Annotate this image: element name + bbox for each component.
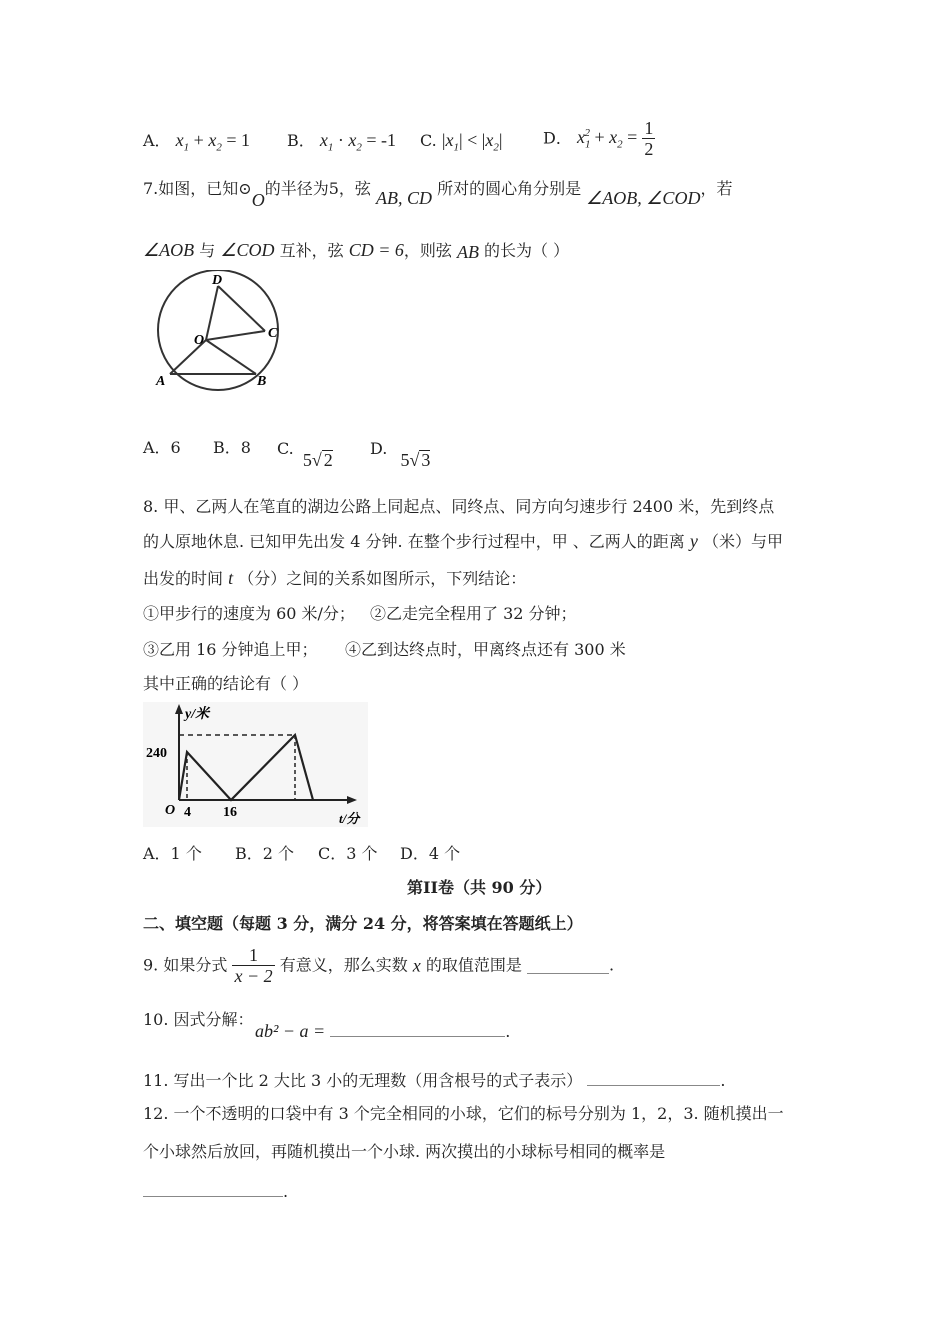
q6-option-b xyxy=(287,130,396,158)
q8-text-a: 的人原地休息. 已知甲先出发 4 分钟. 在整个步行过程中，甲 、乙两人的距离 xyxy=(143,532,685,551)
q10-prefix: 10. 因式分解： xyxy=(143,1010,254,1029)
q8-conclusion-2: ②乙走完全程用了 32 分钟； xyxy=(370,604,577,623)
q7-option-c-radicand: 2 xyxy=(323,450,333,470)
q8-line1: 8. 甲、乙两人在笔直的湖边公路上同起点、同终点、同方向匀速步行 2400 米，先到终点 xyxy=(143,497,775,516)
q7-text-b: 的半径为5，弦 xyxy=(264,179,371,198)
q7-text-g: ，则弦 xyxy=(403,241,452,260)
q7-cd-equation: CD = 6 xyxy=(348,240,404,260)
q8-option-d: D．4 个 xyxy=(400,844,461,863)
q8-t-var: t xyxy=(228,568,234,588)
q8-text-c: 出发的时间 xyxy=(143,569,224,588)
q8-option-c: C．3 个 xyxy=(318,844,378,863)
q12-end: . xyxy=(283,1182,289,1201)
q9 xyxy=(143,945,614,986)
q8-line2 xyxy=(143,531,783,552)
q9-suffix: 的取值范围是 xyxy=(425,955,522,975)
label-o: O xyxy=(194,333,205,348)
q7-line1 xyxy=(143,178,733,210)
tick-240: 240 xyxy=(146,746,167,761)
q7-circle-var: O xyxy=(251,190,265,210)
q6-option-d xyxy=(543,118,655,159)
graph-background xyxy=(143,702,368,827)
q8-question: 其中正确的结论有（ ） xyxy=(143,674,309,693)
q7-text-a: 7.如图，已知⊙ xyxy=(143,179,252,198)
q10-expression-line xyxy=(255,1020,510,1042)
q7-chords: AB, CD xyxy=(375,188,432,208)
tick-16: 16 xyxy=(223,805,237,820)
x-axis-label: t/分 xyxy=(339,811,360,826)
q10-end: . xyxy=(505,1022,511,1041)
q9-answer-blank[interactable] xyxy=(527,957,609,974)
radius-ob xyxy=(206,340,256,374)
q7-option-d-label: D. xyxy=(370,439,388,458)
q8-option-a: A．1 个 xyxy=(143,844,202,863)
q8-conclusion-1: ①甲步行的速度为 60 米/分； xyxy=(143,604,355,623)
q8-option-b: B．2 个 xyxy=(235,844,295,863)
q6-option-b-expr: $x_1 \cdot x_2 = -1$ xyxy=(319,130,397,154)
q7-option-c-value: 5√ 2 xyxy=(302,450,333,470)
q8-conclusion-3: ③乙用 16 分钟追上甲； xyxy=(143,640,318,659)
chord-dc xyxy=(218,286,265,331)
q8-text-b: （米）与甲 xyxy=(702,532,783,551)
q8-line3 xyxy=(143,568,526,589)
q8-conclusion-4: ④乙到达终点时，甲离终点还有 300 米 xyxy=(345,640,626,659)
q7-chord-ab: AB xyxy=(456,242,479,262)
q9-fraction-num: 1 xyxy=(232,945,274,966)
label-b: B xyxy=(257,374,267,389)
y-axis-label: y/米 xyxy=(185,707,210,722)
q7-option-a: A．6 xyxy=(143,438,181,457)
q6-option-b-label: B． xyxy=(287,131,315,150)
q7-option-c xyxy=(277,438,333,470)
label-a: A xyxy=(156,374,166,389)
q7-option-b: B．8 xyxy=(213,438,251,457)
origin-label: O xyxy=(165,803,176,818)
q10-answer-blank[interactable] xyxy=(330,1020,505,1037)
q8-text-d: （分）之间的关系如图所示，下列结论： xyxy=(238,569,527,588)
q7-option-d-value: 5√ 3 xyxy=(400,450,431,470)
q12-answer-line xyxy=(143,1180,288,1202)
q10-expression: ab² − a = xyxy=(255,1021,326,1041)
q9-middle: 有意义，那么实数 xyxy=(279,955,408,975)
q7-option-d xyxy=(370,438,431,470)
q6-option-d-fraction xyxy=(642,118,655,159)
q7-option-c-label: C. xyxy=(277,439,294,458)
q11-end: . xyxy=(720,1071,726,1090)
q6-option-c-label: C. xyxy=(420,131,437,150)
tick-4: 4 xyxy=(184,805,191,820)
label-c: C xyxy=(268,326,278,341)
q11-text: 11. 写出一个比 2 大比 3 小的无理数（用含根号的式子表示） xyxy=(143,1071,583,1090)
q12-line1: 12. 一个不透明的口袋中有 3 个完全相同的小球，它们的标号分别为 1，2，3. 随机摸出一 xyxy=(143,1104,784,1123)
q11-answer-blank[interactable] xyxy=(587,1069,720,1086)
q7-text-d: ，若 xyxy=(700,179,733,198)
q7-option-d-coef: 5 xyxy=(400,450,410,470)
q9-var: x xyxy=(412,955,421,976)
radius-od xyxy=(206,286,218,340)
q7-circle-figure xyxy=(148,270,288,395)
q12-line2: 个小球然后放回，再随机摸出一个小球. 两次摸出的小球标号相同的概率是 xyxy=(143,1142,666,1161)
q7-text-c: 所对的圆心角分别是 xyxy=(437,179,582,198)
q8-y-var: y xyxy=(689,531,698,551)
q7-angles: ∠AOB, ∠COD xyxy=(586,188,701,208)
q7-option-d-radicand: 3 xyxy=(421,450,431,470)
q6-option-c xyxy=(420,130,502,158)
q9-fraction xyxy=(232,945,274,986)
q6-option-d-den: 2 xyxy=(644,139,654,159)
label-d: D xyxy=(212,273,223,288)
q12-answer-blank[interactable] xyxy=(143,1180,283,1197)
q6-option-d-expr: $x_1^2 + x_2$ = xyxy=(576,126,638,151)
q9-fraction-den: x − 2 xyxy=(234,966,273,986)
q11 xyxy=(143,1069,725,1091)
section-2-heading: 第II卷（共 90 分） xyxy=(407,878,552,897)
q6-option-b-rhs: -1 xyxy=(381,130,397,150)
q7-text-e: 与 xyxy=(199,241,216,260)
q9-prefix: 9. 如果分式 xyxy=(143,955,228,975)
q7-line2 xyxy=(143,240,569,261)
q6-option-d-num: 1 xyxy=(644,118,654,138)
radius-oc xyxy=(206,331,265,340)
q7-angle-cod: ∠COD xyxy=(220,240,275,260)
q7-text-f: 互补，弦 xyxy=(279,241,344,260)
q6-option-a xyxy=(143,130,250,158)
q9-end: . xyxy=(609,955,615,975)
q7-angle-aob: ∠AOB xyxy=(143,240,195,260)
q6-option-a-label: A． xyxy=(143,131,171,150)
q7-option-c-coef: 5 xyxy=(302,450,312,470)
q6-option-a-expr: $x_1 + x_2 = 1$ xyxy=(175,130,250,154)
section-2-subheading: 二、填空题（每题 3 分，满分 24 分，将答案填在答题纸上） xyxy=(143,914,583,933)
q6-option-c-expr: $|x_1| < |x_2|$ xyxy=(441,130,503,154)
q8-distance-graph xyxy=(143,702,368,827)
q6-option-d-label: D． xyxy=(543,128,572,148)
q7-text-h: 的长为（ ） xyxy=(484,241,570,260)
